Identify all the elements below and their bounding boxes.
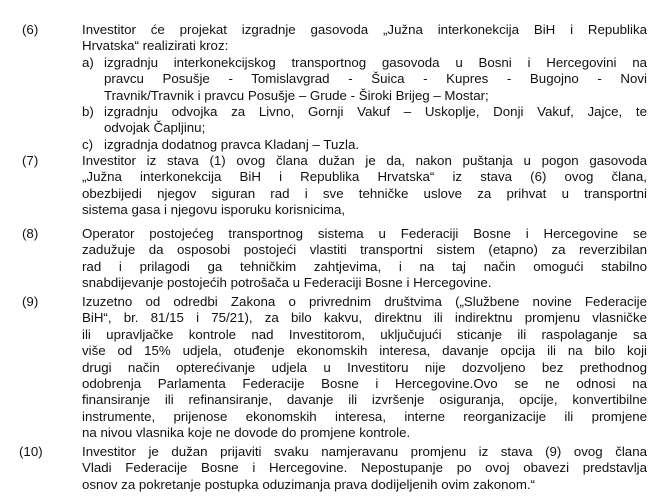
paragraph-number: (9) — [22, 294, 39, 309]
paragraph-body — [82, 153, 647, 219]
text-line: Travnik/Travnik i pravcu Posušje – Grude - Široki Brijeg – Mostar; — [104, 87, 489, 103]
list-letter: b) — [82, 103, 94, 119]
text-line: osnov za pokretanje postupka oduzimanja prava dodijeljenih ovim zakonom.“ — [82, 476, 536, 492]
list-letter: a) — [82, 54, 94, 70]
text-line: pravcu Posušje - Tomislavgrad - Šuica - Kupres - Bugojno - Novi — [104, 71, 647, 87]
text-line: Investitor iz stava (1) ovog člana dužan je da, nakon puštanja u pogon gasovoda — [82, 153, 647, 168]
paragraph-body — [82, 294, 647, 442]
text-line: Hrvatska“ realizirati kroz: — [82, 38, 229, 54]
text-line: Izuzetno od odredbi Zakona o privrednim društvima („Službene novine Federacije — [82, 294, 647, 309]
list-letter: c) — [82, 136, 94, 152]
paragraph-number: (7) — [22, 153, 39, 168]
paragraph-body — [82, 22, 647, 153]
text-line: BiH“, br. 81/15 i 75/21), za bilo kakvu, direktnu ili indirektnu promjenu vlasničke — [82, 310, 647, 326]
text-line: odvojak Čapljinu; — [104, 120, 206, 136]
list-item-c — [82, 137, 647, 153]
text-line: snabdijevanje postojećih potrošača u Federaciji Bosne i Hercegovine. — [82, 275, 492, 291]
text-line: obezbijedi njegov siguran rad i sve tehničke uslove za prihvat u transportni — [82, 185, 647, 201]
list-item-a — [82, 55, 647, 104]
text-line: Investitor je dužan prijaviti svaku namjeravanu promjenu iz stava (9) ovog člana — [82, 444, 647, 459]
text-line: ili upravljačke kontrole nad Investitorom, uključujući sticanje ili raspolaganje sa — [82, 326, 647, 342]
paragraph-body — [82, 444, 647, 493]
paragraph-body — [82, 226, 647, 292]
text-line: rad i prilagodi ga tehničkim zahtjevima, i na taj način omogući stabilno — [82, 258, 647, 274]
text-line: „Južna interkonekcija BiH i Republika Hrvatska“ iz stava (6) ovog člana, — [82, 169, 647, 185]
text-line: Operator postojećeg transportnog sistema u Federaciji Bosne i Hercegovine se — [82, 226, 647, 241]
list-item-b — [82, 104, 647, 137]
paragraph-number: (10) — [19, 444, 43, 459]
text-line: zadužuje da osposobi postojeći vlastiti transportni sistem (etapno) za reverzibilan — [82, 242, 647, 258]
paragraph-number: (8) — [22, 226, 39, 241]
text-line: finansiranje ili refinansiranje, davanje ili izvršenje osiguranja, opcije, konvertibilne — [82, 392, 647, 408]
text-line: na nivou vlasnika koje ne dovode do promjene kontrole. — [82, 425, 411, 441]
text-line: odobrenja Parlamenta Federacije Bosne i Hercegovine.Ovo se ne odnosi na — [82, 375, 647, 391]
text-line: više od 15% udjela, otuđenje ekonomskih interesa, davanje opcija ili na bilo koji — [82, 343, 647, 359]
text-line: izgradnju odvojka za Livno, Gornji Vakuf – Uskoplje, Donji Vakuf, Jajce, te — [104, 103, 647, 119]
text-line: izgradnja dodatnog pravca Kladanj – Tuzla. — [104, 136, 360, 152]
text-line: Vladi Federacije Bosne i Hercegovine. Nepostupanje po ovoj obavezi predstavlja — [82, 460, 647, 476]
text-line: izgradnju interkonekcijskog transportnog gasovoda u Bosni i Hercegovini na — [104, 54, 647, 70]
text-line: drugi način opterećivanje udjela u Investitoru nije dozvoljeno bez prethodnog — [82, 359, 647, 375]
text-line: Investitor će projekat izgradnje gasovoda „Južna interkonekcija BiH i Republika — [82, 22, 647, 37]
paragraph-number: (6) — [22, 22, 39, 37]
text-line: sistema gasa i njegovu isporuku korisnicima, — [82, 202, 346, 218]
text-line: instrumente, prijenose ekonomskih interesa, interne reorganizacije ili promjene — [82, 408, 647, 424]
